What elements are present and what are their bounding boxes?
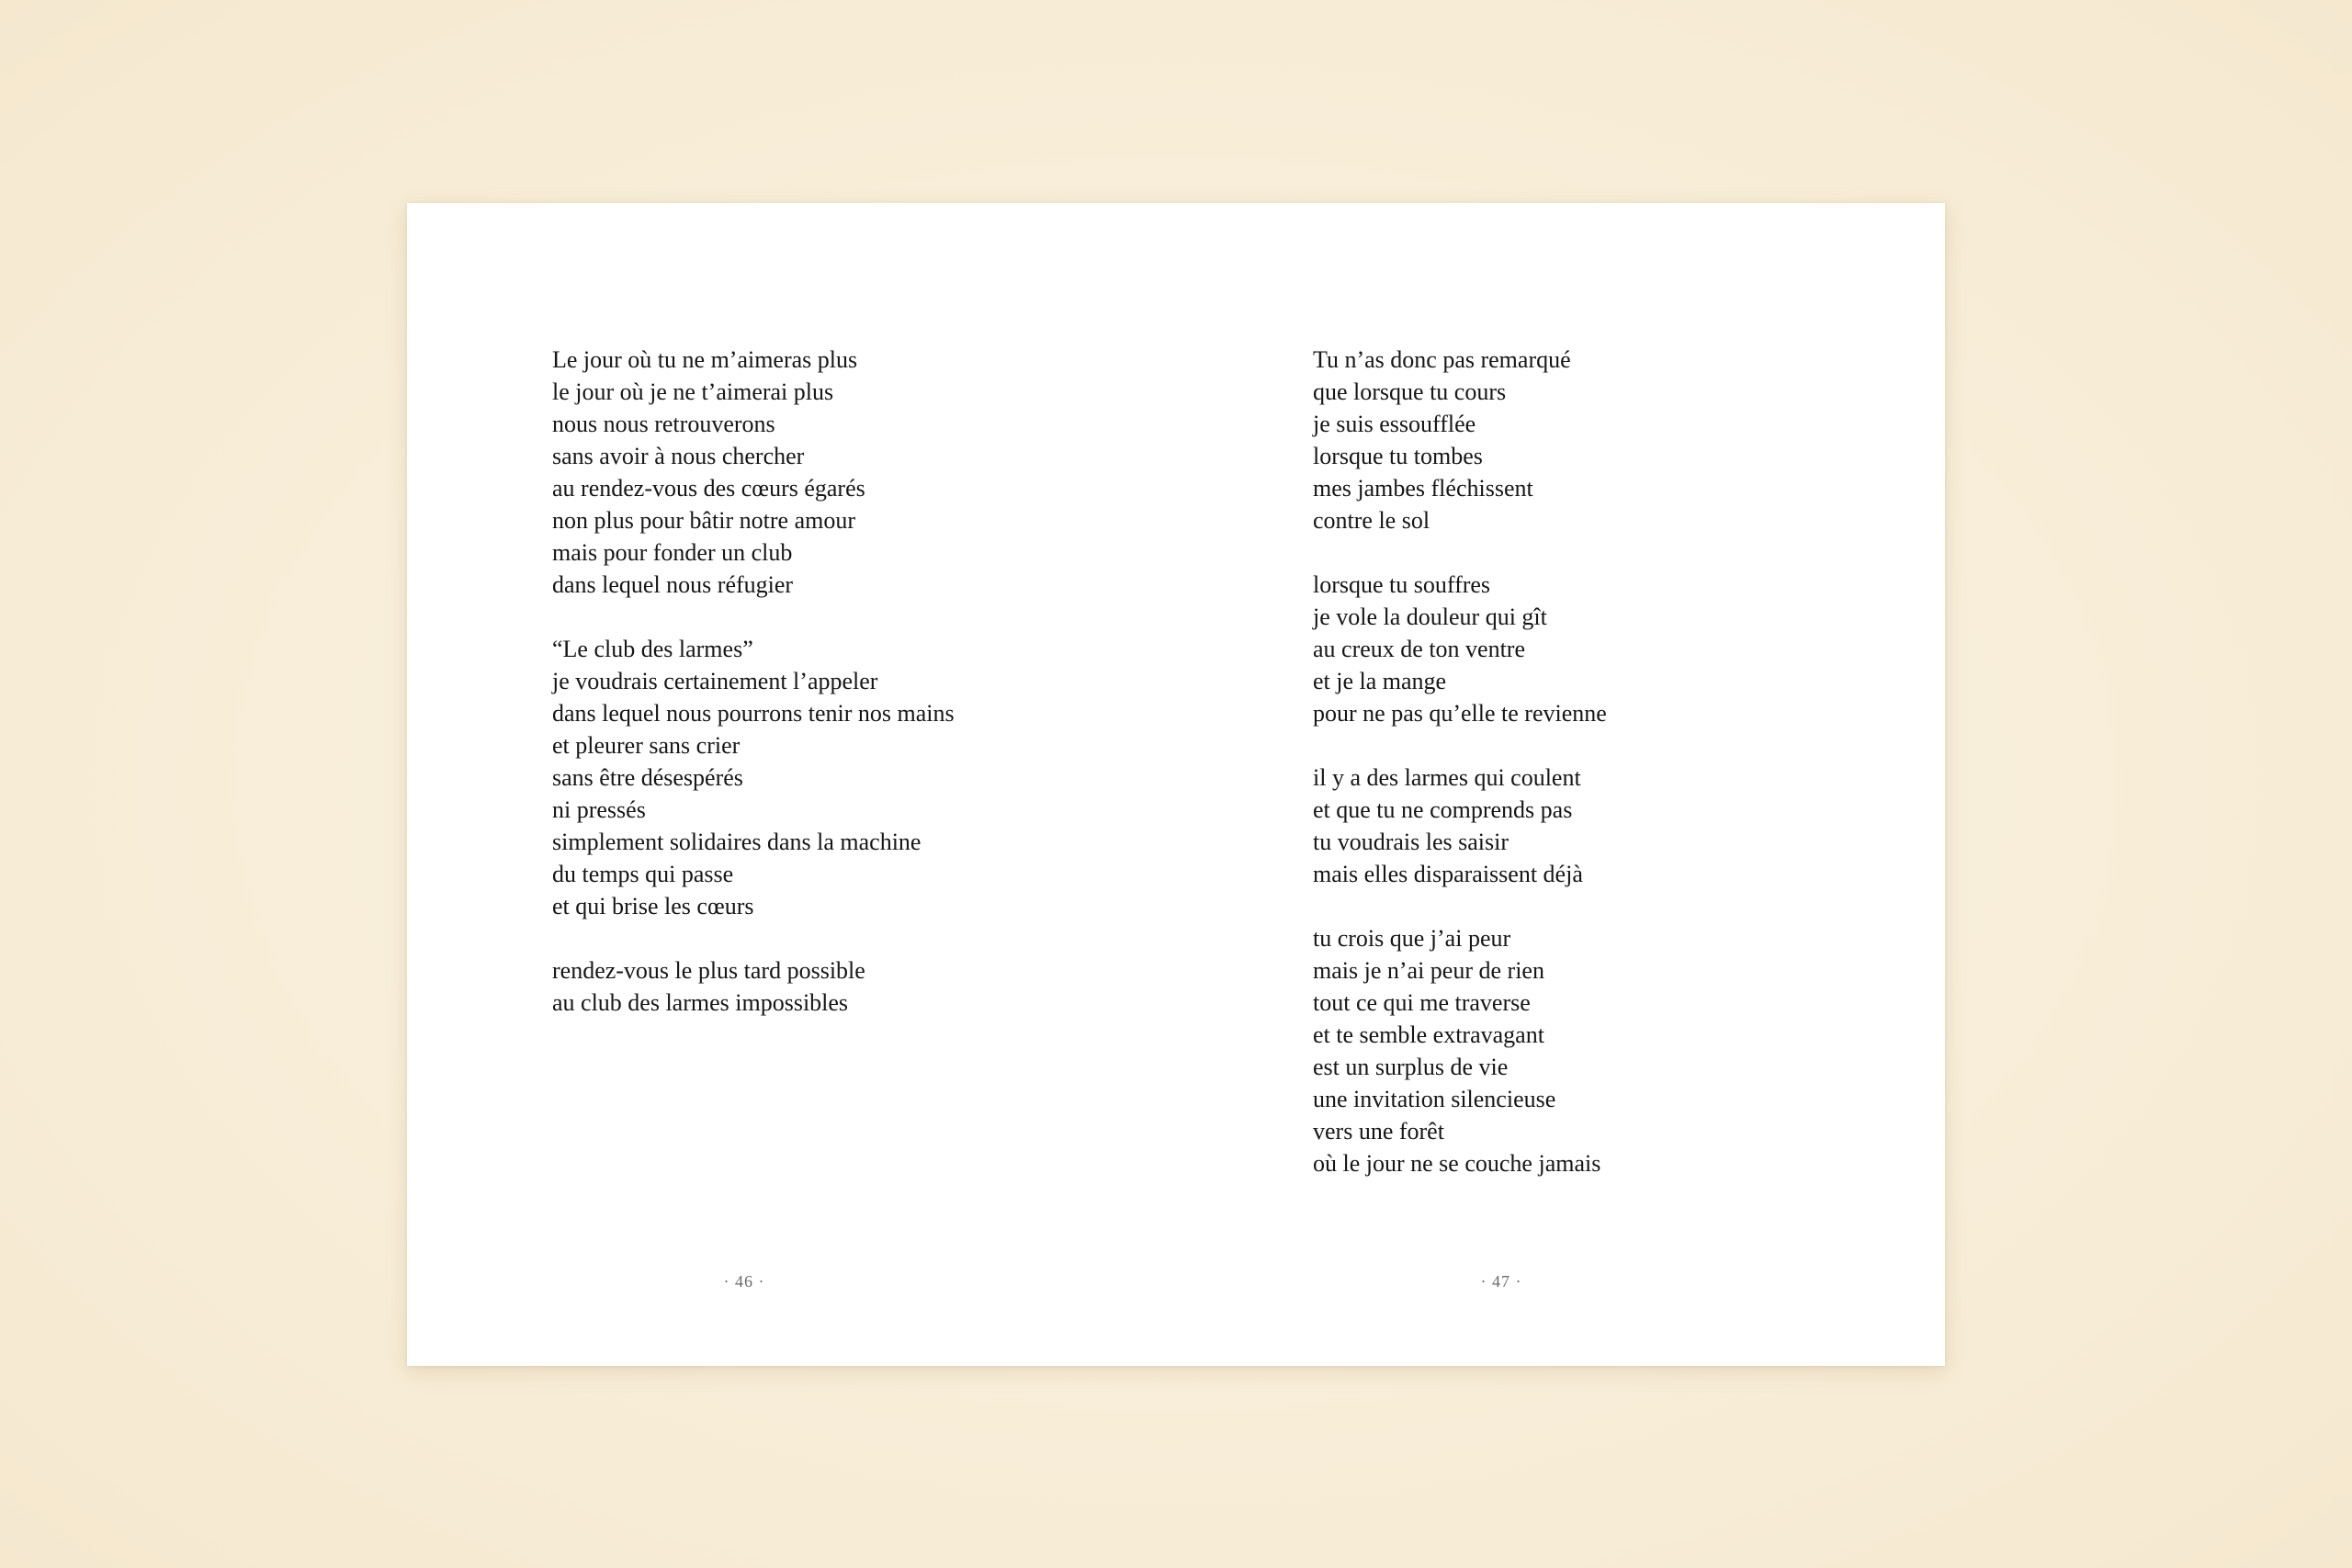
poem-line: que lorsque tu cours (1313, 378, 1507, 405)
poem-line: rendez-vous le plus tard possible (552, 957, 865, 984)
poem-right (1313, 344, 1607, 1179)
poem-line: vers une forêt (1313, 1118, 1444, 1145)
poem-line: du temps qui passe (552, 861, 734, 887)
poem-line: tout ce qui me traverse (1313, 989, 1531, 1016)
poem-line: nous nous retrouverons (552, 411, 775, 437)
poem-line: mais pour fonder un club (552, 539, 793, 566)
book-spread (407, 203, 1945, 1366)
stanza (1313, 344, 1607, 536)
poem-line: lorsque tu souffres (1313, 571, 1491, 598)
poem-line: tu voudrais les saisir (1313, 829, 1510, 855)
poem-line: je suis essoufflée (1313, 411, 1476, 437)
poem-line: Le jour où tu ne m’aimeras plus (552, 346, 858, 373)
poem-line: et je la mange (1313, 668, 1447, 694)
poem-line: contre le sol (1313, 507, 1430, 534)
right-page (1176, 203, 1945, 1366)
poem-line: une invitation silencieuse (1313, 1086, 1556, 1112)
poem-line: ni pressés (552, 796, 646, 823)
poem-line: non plus pour bâtir notre amour (552, 507, 855, 534)
poem-line: et pleurer sans crier (552, 732, 741, 759)
poem-line: au club des larmes impossibles (552, 989, 849, 1016)
poem-line: dans lequel nous pourrons tenir nos mains (552, 700, 955, 727)
stanza (1313, 922, 1607, 1179)
poem-line: mais elles disparaissent déjà (1313, 861, 1583, 887)
poem-line: sans avoir à nous chercher (552, 443, 805, 469)
stanza (1313, 761, 1607, 890)
stanza (552, 954, 955, 1019)
poem-line: et que tu ne comprends pas (1313, 796, 1573, 823)
poem-line: est un surplus de vie (1313, 1054, 1509, 1080)
page-number-right: · 47 · (1480, 1272, 1522, 1291)
poem-line: au rendez-vous des cœurs égarés (552, 475, 865, 502)
poem-line: et qui brise les cœurs (552, 893, 754, 919)
poem-line: simplement solidaires dans la machine (552, 829, 922, 855)
left-page (407, 203, 1176, 1366)
poem-line: je vole la douleur qui gît (1313, 604, 1547, 630)
poem-line: pour ne pas qu’elle te revienne (1313, 700, 1607, 727)
stanza (552, 344, 955, 601)
poem-line: je voudrais certainement l’appeler (552, 668, 878, 694)
poem-line: lorsque tu tombes (1313, 443, 1483, 469)
poem-line: dans lequel nous réfugier (552, 571, 794, 598)
stanza (552, 633, 955, 922)
poem-line: mais je n’ai peur de rien (1313, 957, 1544, 984)
poem-line: Tu n’as donc pas remarqué (1313, 346, 1571, 373)
poem-left (552, 344, 955, 1019)
poem-line: sans être désespérés (552, 764, 743, 791)
page-number-left: · 46 · (723, 1272, 765, 1291)
poem-line: et te semble extravagant (1313, 1021, 1544, 1048)
poem-line: “Le club des larmes” (552, 636, 753, 662)
poem-line: le jour où je ne t’aimerai plus (552, 378, 834, 405)
poem-line: tu crois que j’ai peur (1313, 925, 1511, 952)
poem-line: mes jambes fléchissent (1313, 475, 1533, 502)
poem-line: où le jour ne se couche jamais (1313, 1150, 1601, 1177)
stanza (1313, 569, 1607, 729)
poem-line: au creux de ton ventre (1313, 636, 1526, 662)
poem-line: il y a des larmes qui coulent (1313, 764, 1581, 791)
